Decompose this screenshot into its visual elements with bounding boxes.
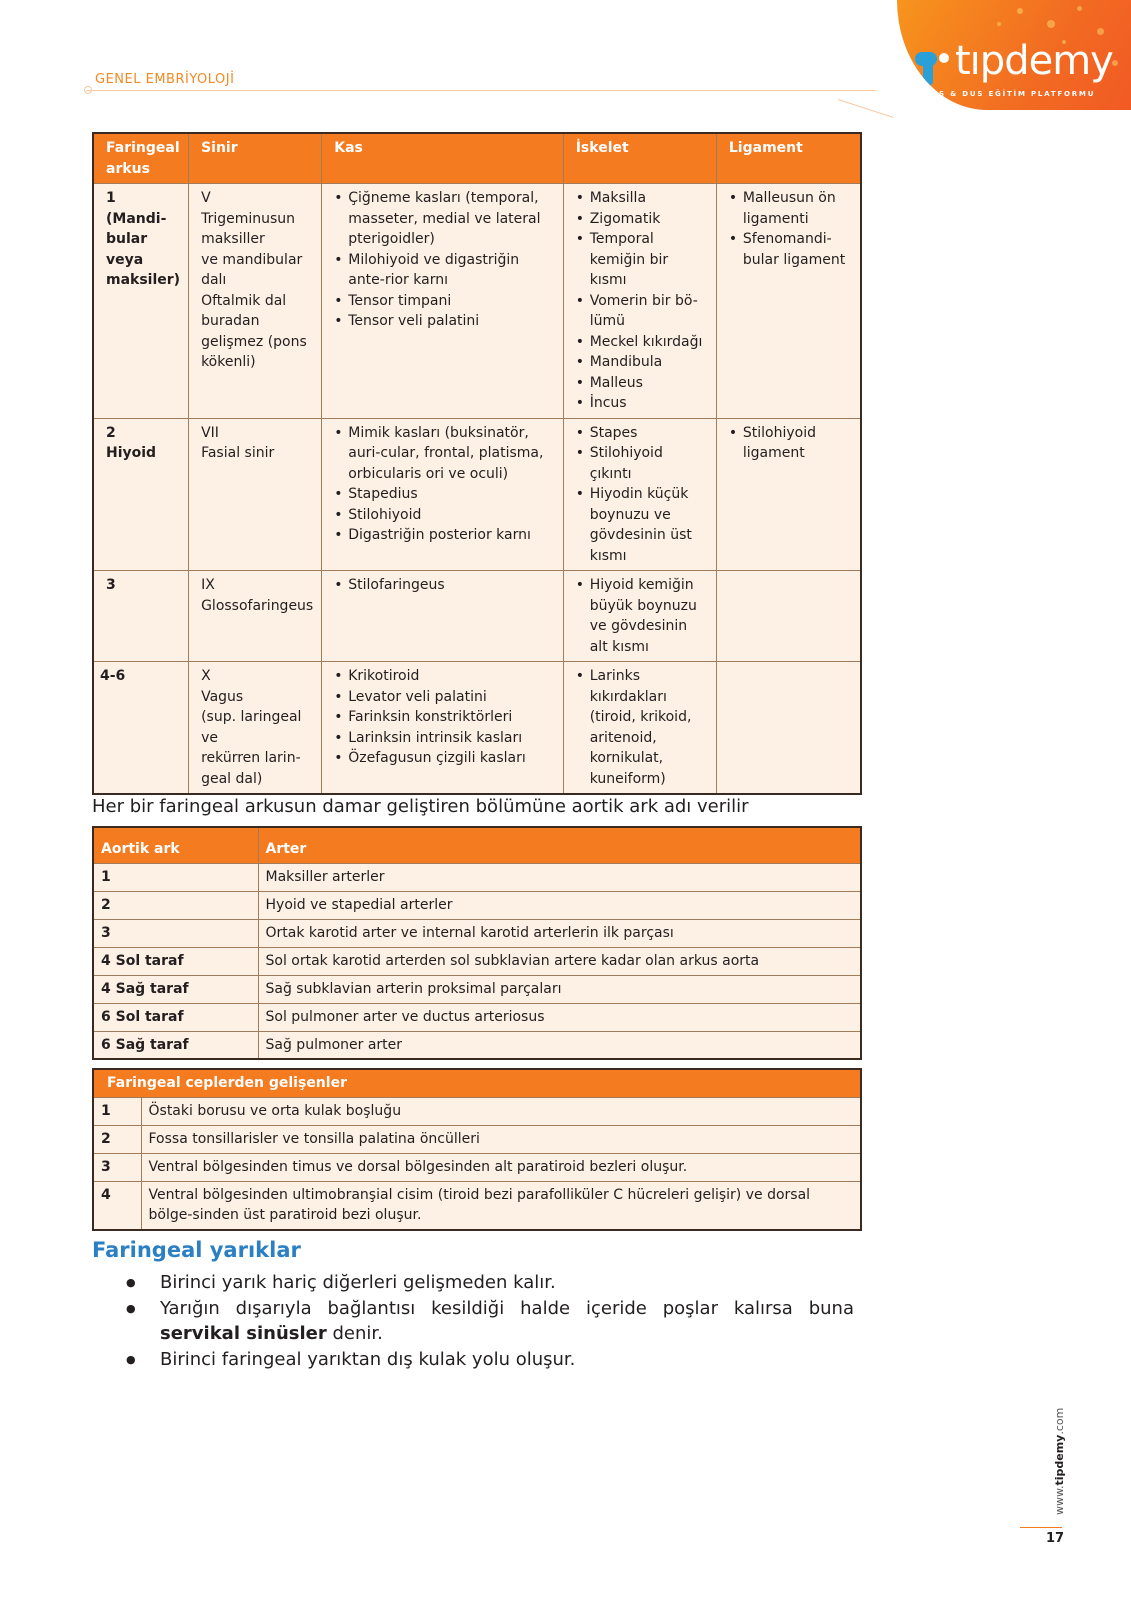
list-item: • Farinksin konstriktörleri bbox=[334, 707, 554, 728]
header-rule bbox=[86, 90, 876, 91]
pouch-derivative: Fossa tonsillarisler ve tonsilla palatina öncülleri bbox=[141, 1125, 861, 1153]
table-row bbox=[93, 1181, 861, 1230]
artery-cell: Sağ pulmoner arter bbox=[258, 1031, 861, 1059]
list-item: • Stilohiyoid bbox=[334, 505, 554, 526]
list-item: ● Birinci faringeal yarıktan dış kulak yolu oluşur. bbox=[124, 1347, 854, 1373]
page-number: 17 bbox=[1046, 1531, 1065, 1546]
brand-mark-icon bbox=[915, 50, 949, 88]
pharyngeal-pouch-table bbox=[92, 1068, 862, 1231]
artery-cell: Sol ortak karotid arterden sol subklavian artere kadar olan arkus aorta bbox=[258, 947, 861, 975]
list-item: • Stapes bbox=[576, 423, 708, 444]
header-rule-slant bbox=[838, 99, 893, 118]
pouch-derivative: Ventral bölgesinden ultimobranşial cisim (tiroid bezi parafolliküler C hücreleri gelişir) ve dorsal bölge-sinden üst paratiroid bezi oluşur. bbox=[141, 1181, 861, 1230]
table-row bbox=[93, 947, 861, 975]
arch-cell: 2 Hiyoid bbox=[93, 418, 189, 571]
arch-number: 1 bbox=[93, 863, 258, 891]
list-item: • Çiğneme kasları (temporal, masseter, medial ve lateral pterigoidler) bbox=[334, 188, 554, 250]
column-header: Kas bbox=[322, 133, 563, 184]
table-header-row bbox=[93, 1069, 861, 1097]
list-item: • Stapedius bbox=[334, 484, 554, 505]
arch-number: 4 Sol taraf bbox=[93, 947, 258, 975]
muscle-cell bbox=[322, 418, 563, 571]
artery-cell: Sağ subklavian arterin proksimal parçaları bbox=[258, 975, 861, 1003]
table-row bbox=[93, 1003, 861, 1031]
nerve-cell: IX Glossofaringeus bbox=[189, 571, 322, 662]
arch-cell: 1 (Mandi- bular veya maksiler) bbox=[93, 184, 189, 419]
arch-number: 6 Sağ taraf bbox=[93, 1031, 258, 1059]
pouch-derivative: Östaki borusu ve orta kulak boşluğu bbox=[141, 1097, 861, 1125]
table-row bbox=[93, 662, 861, 795]
arch-cell: 4-6 bbox=[93, 662, 189, 795]
skeleton-cell bbox=[563, 571, 716, 662]
list-item: • Mimik kasları (buksinatör, auri-cular, frontal, platisma, orbicularis ori ve oculi) bbox=[334, 423, 554, 485]
cleft-bullet-list bbox=[124, 1270, 854, 1372]
pouch-number: 1 bbox=[93, 1097, 141, 1125]
pouch-number: 4 bbox=[93, 1181, 141, 1230]
table-row bbox=[93, 1153, 861, 1181]
brand-name: tıpdemy bbox=[955, 38, 1113, 84]
pouch-number: 2 bbox=[93, 1125, 141, 1153]
column-header: Sinir bbox=[189, 133, 322, 184]
list-item: • Özefagusun çizgili kasları bbox=[334, 748, 554, 769]
arch-number: 3 bbox=[93, 919, 258, 947]
skeleton-cell bbox=[563, 184, 716, 419]
list-item: • Krikotiroid bbox=[334, 666, 554, 687]
running-header: GENEL EMBRİYOLOJİ bbox=[95, 72, 235, 87]
brand-logo-banner bbox=[897, 0, 1131, 110]
list-item: • İncus bbox=[576, 393, 708, 414]
list-item: • Hiyoid kemiğin büyük boynuzu ve gövdesinin alt kısmı bbox=[576, 575, 708, 657]
list-item: • Larinksin intrinsik kasları bbox=[334, 728, 554, 749]
artery-cell: Hyoid ve stapedial arterler bbox=[258, 891, 861, 919]
aortic-arch-table bbox=[92, 826, 862, 1060]
list-item: • Stilohiyoid çıkıntı bbox=[576, 443, 708, 484]
artery-cell: Sol pulmoner arter ve ductus arteriosus bbox=[258, 1003, 861, 1031]
list-item: • Sfenomandi-bular ligament bbox=[729, 229, 852, 270]
ligament-cell bbox=[716, 418, 861, 571]
ligament-cell bbox=[716, 662, 861, 795]
ligament-cell bbox=[716, 571, 861, 662]
list-item: ● Yarığın dışarıyla bağlantısı kesildiği halde içeride poşlar kalırsa buna servikal sinüsler denir. bbox=[124, 1296, 854, 1347]
table-header-row bbox=[93, 827, 861, 863]
list-item: • Hiyodin küçük boynuzu ve gövdesinin üst kısmı bbox=[576, 484, 708, 566]
nerve-cell: X Vagus (sup. laringeal ve rekürren larin- geal dal) bbox=[189, 662, 322, 795]
skeleton-cell bbox=[563, 418, 716, 571]
muscle-cell bbox=[322, 184, 563, 419]
table-row bbox=[93, 891, 861, 919]
table-row bbox=[93, 184, 861, 419]
table-row bbox=[93, 571, 861, 662]
list-item: • Malleus bbox=[576, 373, 708, 394]
list-item: • Maksilla bbox=[576, 188, 708, 209]
skeleton-cell bbox=[563, 662, 716, 795]
list-item: • Digastriğin posterior karnı bbox=[334, 525, 554, 546]
pharyngeal-arch-table bbox=[92, 132, 862, 795]
list-item: • Zigomatik bbox=[576, 209, 708, 230]
list-item: • Stilohiyoid ligament bbox=[729, 423, 852, 464]
artery-cell: Ortak karotid arter ve internal karotid arterlerin ilk parçası bbox=[258, 919, 861, 947]
arch-number: 6 Sol taraf bbox=[93, 1003, 258, 1031]
column-header: Arter bbox=[258, 827, 861, 863]
pouch-derivative: Ventral bölgesinden timus ve dorsal bölgesinden alt paratiroid bezleri oluşur. bbox=[141, 1153, 861, 1181]
table-row bbox=[93, 418, 861, 571]
page-number-rule bbox=[1020, 1527, 1062, 1528]
list-item: • Temporal kemiğin bir kısmı bbox=[576, 229, 708, 291]
column-header: Aortik ark bbox=[93, 827, 258, 863]
table-header-row bbox=[93, 133, 861, 184]
table-row bbox=[93, 1125, 861, 1153]
table-row bbox=[93, 1031, 861, 1059]
arch-number: 4 Sağ taraf bbox=[93, 975, 258, 1003]
list-item: • Levator veli palatini bbox=[334, 687, 554, 708]
nerve-cell: VII Fasial sinir bbox=[189, 418, 322, 571]
arch-cell: 3 bbox=[93, 571, 189, 662]
list-item: • Tensor timpani bbox=[334, 291, 554, 312]
nerve-cell: V Trigeminusun maksiller ve mandibular dalı Oftalmik dal buradan gelişmez (pons kökenli) bbox=[189, 184, 322, 419]
list-item: • Milohiyoid ve digastriğin ante-rior karnı bbox=[334, 250, 554, 291]
aortic-arch-note: Her bir faringeal arkusun damar geliştiren bölümüne aortik ark adı verilir bbox=[92, 796, 749, 817]
table-title: Faringeal ceplerden gelişenler bbox=[93, 1069, 861, 1097]
muscle-cell bbox=[322, 571, 563, 662]
list-item: • Mandibula bbox=[576, 352, 708, 373]
list-item: • Tensor veli palatini bbox=[334, 311, 554, 332]
list-item: • Stilofaringeus bbox=[334, 575, 554, 596]
list-item: • Vomerin bir bö-lümü bbox=[576, 291, 708, 332]
column-header: İskelet bbox=[563, 133, 716, 184]
table-row bbox=[93, 863, 861, 891]
ligament-cell bbox=[716, 184, 861, 419]
website-url: www.tipdemy.com bbox=[1053, 1407, 1066, 1515]
table-row bbox=[93, 1097, 861, 1125]
artery-cell: Maksiller arterler bbox=[258, 863, 861, 891]
column-header: Faringeal arkus bbox=[93, 133, 189, 184]
list-item: • Malleusun ön ligamenti bbox=[729, 188, 852, 229]
brand-tagline: TUS & DUS EĞİTİM PLATFORMU bbox=[925, 90, 1096, 98]
section-heading: Faringeal yarıklar bbox=[92, 1238, 301, 1262]
list-item: ● Birinci yarık hariç diğerleri gelişmeden kalır. bbox=[124, 1270, 854, 1296]
pouch-number: 3 bbox=[93, 1153, 141, 1181]
list-item: • Meckel kıkırdağı bbox=[576, 332, 708, 353]
arch-number: 2 bbox=[93, 891, 258, 919]
muscle-cell bbox=[322, 662, 563, 795]
column-header: Ligament bbox=[716, 133, 861, 184]
table-row bbox=[93, 919, 861, 947]
table-row bbox=[93, 975, 861, 1003]
list-item: • Larinks kıkırdakları (tiroid, krikoid, aritenoid, kornikulat, kuneiform) bbox=[576, 666, 708, 789]
